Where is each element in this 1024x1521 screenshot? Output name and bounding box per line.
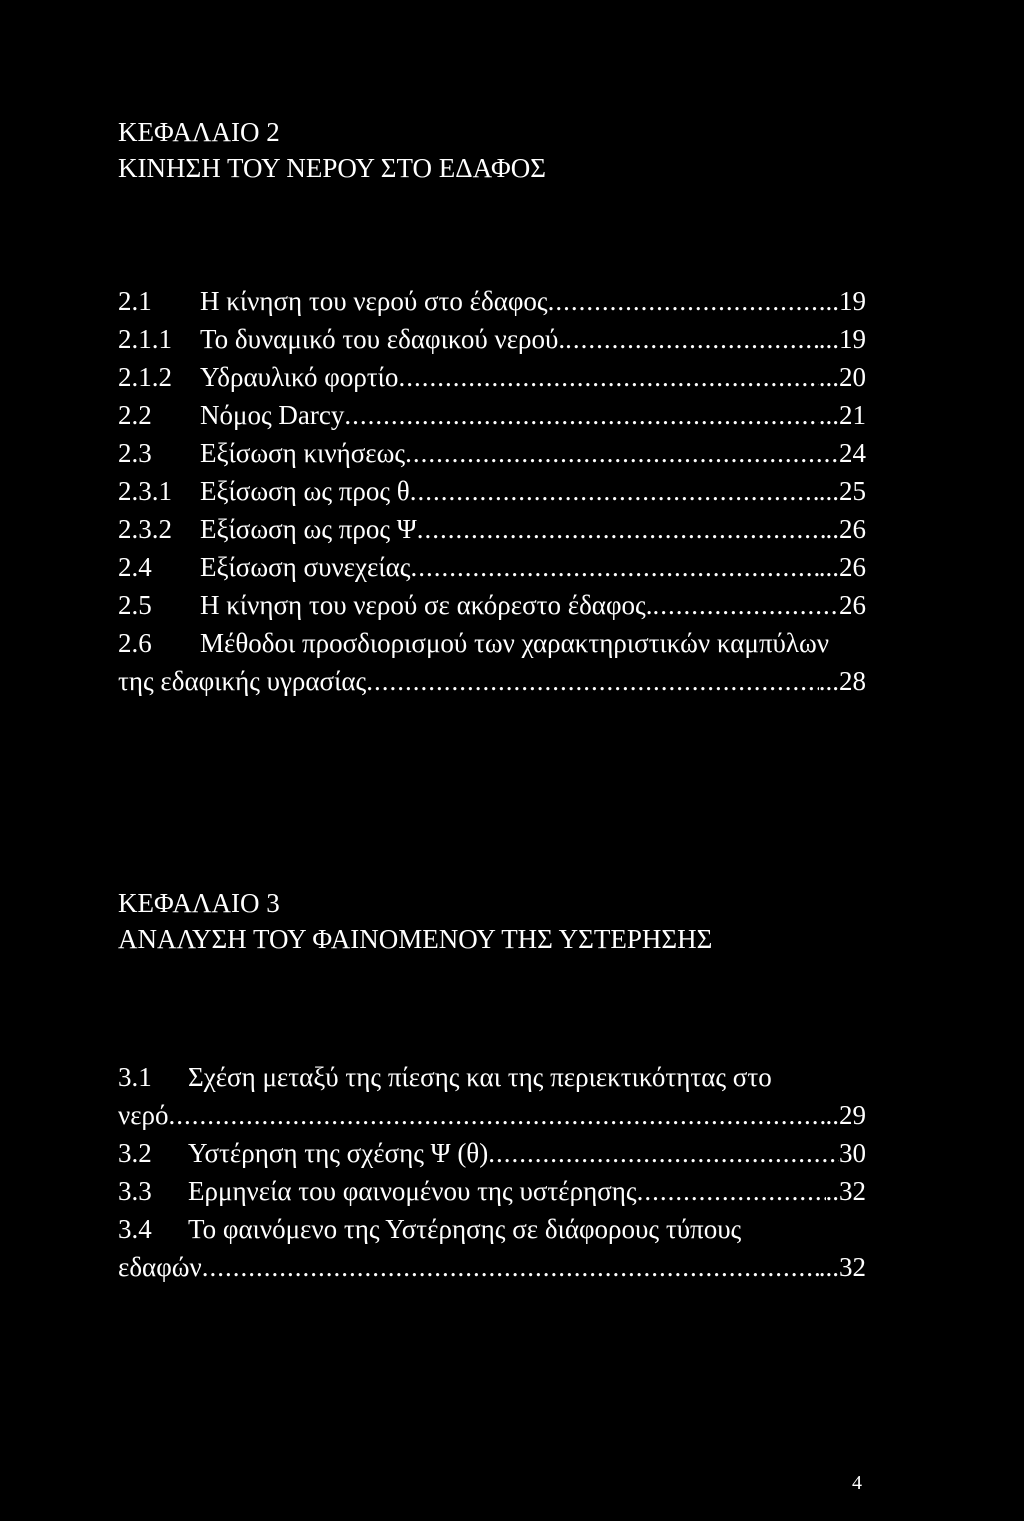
dot-leader — [202, 1248, 819, 1286]
toc-entry-title: Ερμηνεία του φαινομένου της υστέρησης — [188, 1176, 637, 1206]
toc-entry-page: ...19 — [818, 286, 866, 316]
toc-entry-page: ..29 — [825, 1100, 866, 1130]
toc-entry-number: 3.3 — [118, 1176, 152, 1206]
toc-entry-title: Μέθοδοι προσδιορισμού των χαρακτηριστικών καμπύλων — [200, 628, 829, 658]
toc-entry-2-1 — [118, 282, 866, 320]
chapter-3-heading — [118, 885, 712, 957]
toc-entry-title-continued: εδαφών — [118, 1252, 202, 1282]
toc-entry-title: Η κίνηση του νερού στο έδαφος — [200, 286, 548, 316]
toc-entry-page: ...21 — [818, 400, 866, 430]
toc-entry-title-continued: της εδαφικής υγρασίας — [118, 666, 367, 696]
toc-entry-number: 2.1.1 — [118, 324, 172, 354]
toc-entry-page: ..26 — [825, 514, 866, 544]
dot-leader — [398, 358, 818, 396]
toc-entry-title: Εξίσωση ως προς θ — [200, 476, 410, 506]
dot-leader — [652, 586, 839, 624]
toc-entry-title: Υστέρηση της σχέσης Ψ (θ) — [188, 1138, 489, 1168]
dot-leader — [637, 1172, 826, 1210]
toc-entry-number: 2.3.1 — [118, 476, 172, 506]
chapter-3-title: ΑΝΑΛΥΣΗ ΤΟΥ ΦΑΙΝΟΜΕΝΟΥ ΤΗΣ ΥΣΤΕΡΗΣΗΣ — [118, 924, 713, 954]
toc-entry-page: 24 — [839, 438, 866, 468]
chapter-2-title: ΚΙΝΗΣΗ ΤΟΥ ΝΕΡΟΥ ΣΤΟ ΕΔΑΦΟΣ — [118, 153, 546, 183]
dot-leader — [366, 662, 819, 700]
toc-entry-2-1-1 — [118, 320, 866, 358]
toc-entry-3-3 — [118, 1172, 866, 1210]
dot-leader — [410, 472, 819, 510]
toc-entry-number: 2.1 — [118, 286, 152, 316]
toc-entry-page: 26 — [839, 590, 866, 620]
toc-entry-2-6-line1 — [118, 624, 866, 662]
toc-entry-3-1-line2 — [118, 1096, 866, 1134]
toc-entry-page: ...20 — [818, 362, 866, 392]
dot-leader — [410, 548, 818, 586]
dot-leader — [169, 1096, 826, 1134]
toc-entry-number: 2.3 — [118, 438, 152, 468]
toc-entry-title-continued: νερό — [118, 1100, 169, 1130]
toc-entry-2-3-2 — [118, 510, 866, 548]
toc-entry-2-3-1 — [118, 472, 866, 510]
toc-entry-number: 2.5 — [118, 590, 152, 620]
toc-entry-page: ...32 — [818, 1252, 866, 1282]
toc-entry-3-2 — [118, 1134, 866, 1172]
toc-entry-page: ..32 — [825, 1176, 866, 1206]
toc-entry-3-4-line1 — [118, 1210, 866, 1248]
toc-entry-3-4-line2 — [118, 1248, 866, 1286]
toc-entry-title: Το φαινόμενο της Υστέρησης σε διάφορους τύπους — [188, 1214, 742, 1244]
toc-entry-2-6-line2 — [118, 662, 866, 700]
chapter-3-label: ΚΕΦΑΛΑΙΟ 3 — [118, 888, 280, 918]
toc-entry-2-1-2 — [118, 358, 866, 396]
chapter-2-toc — [118, 282, 866, 700]
dot-leader — [548, 282, 819, 320]
toc-entry-number: 2.6 — [118, 628, 152, 658]
toc-entry-3-1-line1 — [118, 1058, 866, 1096]
toc-entry-page: ...28 — [818, 666, 866, 696]
toc-entry-number: 2.1.2 — [118, 362, 172, 392]
toc-entry-page: ...26 — [818, 552, 866, 582]
dot-leader — [565, 320, 819, 358]
chapter-2-label: ΚΕΦΑΛΑΙΟ 2 — [118, 117, 280, 147]
toc-entry-title: Εξίσωση συνεχείας — [200, 552, 411, 582]
dot-leader — [417, 510, 826, 548]
toc-entry-number: 2.2 — [118, 400, 152, 430]
chapter-3-toc — [118, 1058, 866, 1286]
toc-entry-title: Υδραυλικό φορτίο — [200, 362, 399, 392]
toc-entry-title: Εξίσωση ως προς Ψ — [200, 514, 417, 544]
toc-entry-title: Εξίσωση κινήσεως — [200, 438, 406, 468]
toc-entry-number: 3.1 — [118, 1062, 152, 1092]
toc-entry-title: Το δυναμικό του εδαφικού νερού. — [200, 324, 566, 354]
toc-entry-page: ...19 — [818, 324, 866, 354]
toc-entry-title: Νόμος Darcy — [200, 400, 345, 430]
toc-entry-2-2 — [118, 396, 866, 434]
dot-leader — [488, 1134, 839, 1172]
toc-entry-number: 3.4 — [118, 1214, 152, 1244]
dot-leader — [344, 396, 818, 434]
toc-entry-page: ...25 — [818, 476, 866, 506]
toc-entry-number: 2.4 — [118, 552, 152, 582]
page-number: 4 — [852, 1472, 862, 1494]
toc-entry-number: 3.2 — [118, 1138, 152, 1168]
dot-leader — [405, 434, 839, 472]
toc-entry-page: 30 — [839, 1138, 866, 1168]
toc-entry-2-5 — [118, 586, 866, 624]
toc-entry-title: Η κίνηση του νερού σε ακόρεστο έδαφος. — [200, 590, 653, 620]
toc-entry-number: 2.3.2 — [118, 514, 172, 544]
toc-entry-2-3 — [118, 434, 866, 472]
toc-entry-title: Σχέση μεταξύ της πίεσης και της περιεκτικότητας στο — [188, 1062, 772, 1092]
toc-entry-2-4 — [118, 548, 866, 586]
chapter-2-heading — [118, 114, 546, 186]
